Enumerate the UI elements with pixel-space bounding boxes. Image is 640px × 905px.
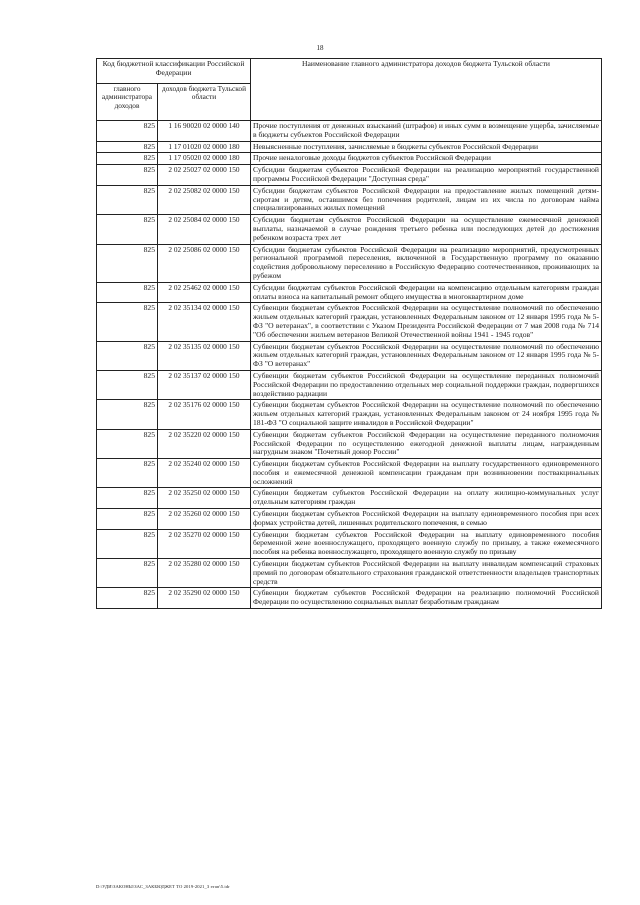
- income-name-cell: Субвенции бюджетам субъектов Российской Федерации на осуществление полномочий по обеспечению жильем отдельных категорий граждан, установленных Федеральным законом от 24 ноября 1995 года № 181-ФЗ "О социальной защите инвалидов в Российской Федерации": [251, 400, 602, 429]
- admin-code-cell: 825: [97, 153, 158, 165]
- header-code-group: Код бюджетной классификации Российской Федерации: [97, 59, 251, 84]
- income-name-cell: Субвенции бюджетам субъектов Российской Федерации на выплату государственного единовременного пособия и ежемесячной денежной компенсации гражданам при возникновении поствакцинальных осложнений: [251, 459, 602, 488]
- income-code-cell: 2 02 35137 02 0000 150: [158, 370, 251, 399]
- admin-code-cell: 825: [97, 215, 158, 244]
- table-row: [97, 141, 602, 153]
- income-code-cell: 2 02 35290 02 0000 150: [158, 588, 251, 609]
- income-name-cell: Субсидии бюджетам субъектов Российской Федерации на осуществление ежемесячной денежной выплаты, назначаемой в случае рождения третьего ребенка или последующих детей до достижения ребенком возраста трех лет: [251, 215, 602, 244]
- footer-file-path: D:\УДИ\ЗАКОНЫ\ЗАС_ЗАКБЮДЖЕТ ТО 2019-2021_3 этап\5.idr: [96, 884, 230, 889]
- admin-code-cell: 825: [97, 303, 158, 341]
- income-code-cell: 2 02 25027 02 0000 150: [158, 165, 251, 186]
- admin-code-cell: 825: [97, 400, 158, 429]
- table-row: [97, 529, 602, 558]
- header-admin-column: главного администратора доходов: [97, 84, 158, 121]
- table-body: [97, 121, 602, 609]
- table-row: [97, 244, 602, 282]
- income-code-cell: 1 17 05020 02 0000 180: [158, 153, 251, 165]
- page-number: 18: [316, 44, 324, 52]
- admin-code-cell: 825: [97, 459, 158, 488]
- admin-code-cell: 825: [97, 370, 158, 399]
- table-row: [97, 153, 602, 165]
- table-header-row: [97, 59, 602, 84]
- income-name-cell: Субвенции бюджетам субъектов Российской Федерации на выплату единовременного пособия при всех формах устройства детей, лишенных родительского попечения, в семью: [251, 509, 602, 530]
- income-code-cell: 2 02 35270 02 0000 150: [158, 529, 251, 558]
- admin-code-cell: 825: [97, 121, 158, 142]
- admin-code-cell: 825: [97, 509, 158, 530]
- table-row: [97, 429, 602, 458]
- income-name-cell: Субсидии бюджетам субъектов Российской Федерации на реализацию мероприятий, предусмотренных региональной программой переселения, включенной в Государственную программу по оказанию содействия добровольному переселению в Российскую Федерацию соотечественников, проживающих за рубежом: [251, 244, 602, 282]
- revenue-administrators-table: [96, 58, 602, 609]
- table-row: [97, 165, 602, 186]
- table-row: [97, 215, 602, 244]
- admin-code-cell: 825: [97, 282, 158, 303]
- admin-code-cell: 825: [97, 341, 158, 370]
- income-code-cell: 2 02 35250 02 0000 150: [158, 488, 251, 509]
- income-code-cell: 2 02 35240 02 0000 150: [158, 459, 251, 488]
- admin-code-cell: 825: [97, 185, 158, 214]
- admin-code-cell: 825: [97, 559, 158, 588]
- table-row: [97, 488, 602, 509]
- table-row: [97, 459, 602, 488]
- income-name-cell: Субсидии бюджетам субъектов Российской Федерации на компенсацию отдельным категориям граждан оплаты взноса на капитальный ремонт общего имущества в многоквартирном доме: [251, 282, 602, 303]
- income-code-cell: 2 02 25082 02 0000 150: [158, 185, 251, 214]
- income-name-cell: Субвенции бюджетам субъектов Российской Федерации на осуществление полномочий по обеспечению жильем отдельных категорий граждан, установленных Федеральным законом от 12 января 1995 года № 5-ФЗ "О ветеранах", в соответствии с Указом Президента Российской Федерации от 7 мая 2008 года № 714 "Об обеспечении жильем ветеранов Великой Отечественной войны 1941 - 1945 годов": [251, 303, 602, 341]
- admin-code-cell: 825: [97, 529, 158, 558]
- table-row: [97, 282, 602, 303]
- income-name-cell: Субвенции бюджетам субъектов Российской Федерации на реализацию полномочий Российской Федерации по осуществлению социальных выплат безработным гражданам: [251, 588, 602, 609]
- income-name-cell: Прочие поступления от денежных взысканий (штрафов) и иных сумм в возмещение ущерба, зачисляемые в бюджеты субъектов Российской Федерации: [251, 121, 602, 142]
- income-code-cell: 1 16 90020 02 0000 140: [158, 121, 251, 142]
- admin-code-cell: 825: [97, 141, 158, 153]
- income-name-cell: Субвенции бюджетам субъектов Российской Федерации на осуществление полномочий по обеспечению жильем отдельных категорий граждан, установленных Федеральным законом от 12 января 1995 года № 5-ФЗ "О ветеранах": [251, 341, 602, 370]
- header-income-column: доходов бюджета Тульской области: [158, 84, 251, 121]
- table-row: [97, 121, 602, 142]
- admin-code-cell: 825: [97, 429, 158, 458]
- header-name-column: Наименование главного администратора доходов бюджета Тульской области: [251, 59, 602, 121]
- income-name-cell: Невыясненные поступления, зачисляемые в бюджеты субъектов Российской Федерации: [251, 141, 602, 153]
- income-name-cell: Субвенции бюджетам субъектов Российской Федерации на оплату жилищно-коммунальных услуг отдельным категориям граждан: [251, 488, 602, 509]
- income-code-cell: 2 02 35260 02 0000 150: [158, 509, 251, 530]
- admin-code-cell: 825: [97, 244, 158, 282]
- income-code-cell: 2 02 35135 02 0000 150: [158, 341, 251, 370]
- table-row: [97, 341, 602, 370]
- income-name-cell: Субсидии бюджетам субъектов Российской Федерации на предоставление жилых помещений детям-сиротам и детям, оставшимся без попечения родителей, лицам из их числа по договорам найма специализированных жилых помещений: [251, 185, 602, 214]
- income-name-cell: Прочие неналоговые доходы бюджетов субъектов Российской Федерации: [251, 153, 602, 165]
- table-row: [97, 303, 602, 341]
- table-row: [97, 400, 602, 429]
- table-row: [97, 370, 602, 399]
- income-name-cell: Субвенции бюджетам субъектов Российской Федерации на выплату инвалидам компенсаций страховых премий по договорам обязательного страхования гражданской ответственности владельцев транспортных средств: [251, 559, 602, 588]
- income-code-cell: 2 02 35134 02 0000 150: [158, 303, 251, 341]
- income-name-cell: Субсидии бюджетам субъектов Российской Федерации на реализацию мероприятий государственной программы Российской Федерации "Доступная среда": [251, 165, 602, 186]
- table-row: [97, 509, 602, 530]
- admin-code-cell: 825: [97, 588, 158, 609]
- income-code-cell: 2 02 35176 02 0000 150: [158, 400, 251, 429]
- income-code-cell: 2 02 25086 02 0000 150: [158, 244, 251, 282]
- admin-code-cell: 825: [97, 488, 158, 509]
- table-row: [97, 185, 602, 214]
- income-name-cell: Субвенции бюджетам субъектов Российской Федерации на выплату единовременного пособия беременной жене военнослужащего, проходящего военную службу по призыву, а также ежемесячного пособия на ребенка военнослужащего, проходящего военную службу по призыву: [251, 529, 602, 558]
- income-code-cell: 1 17 01020 02 0000 180: [158, 141, 251, 153]
- table-row: [97, 559, 602, 588]
- admin-code-cell: 825: [97, 165, 158, 186]
- table-row: [97, 588, 602, 609]
- income-code-cell: 2 02 25084 02 0000 150: [158, 215, 251, 244]
- income-name-cell: Субвенции бюджетам субъектов Российской Федерации на осуществление переданного полномочия Российской Федерации по осуществлению ежегодной денежной выплаты лицам, награжденным нагрудным знаком "Почетный донор России": [251, 429, 602, 458]
- income-code-cell: 2 02 25462 02 0000 150: [158, 282, 251, 303]
- income-name-cell: Субвенции бюджетам субъектов Российской Федерации на осуществление переданных полномочий Российской Федерации по предоставлению отдельных мер социальной поддержки граждан, подвергшихся воздействию радиации: [251, 370, 602, 399]
- income-code-cell: 2 02 35280 02 0000 150: [158, 559, 251, 588]
- income-code-cell: 2 02 35220 02 0000 150: [158, 429, 251, 458]
